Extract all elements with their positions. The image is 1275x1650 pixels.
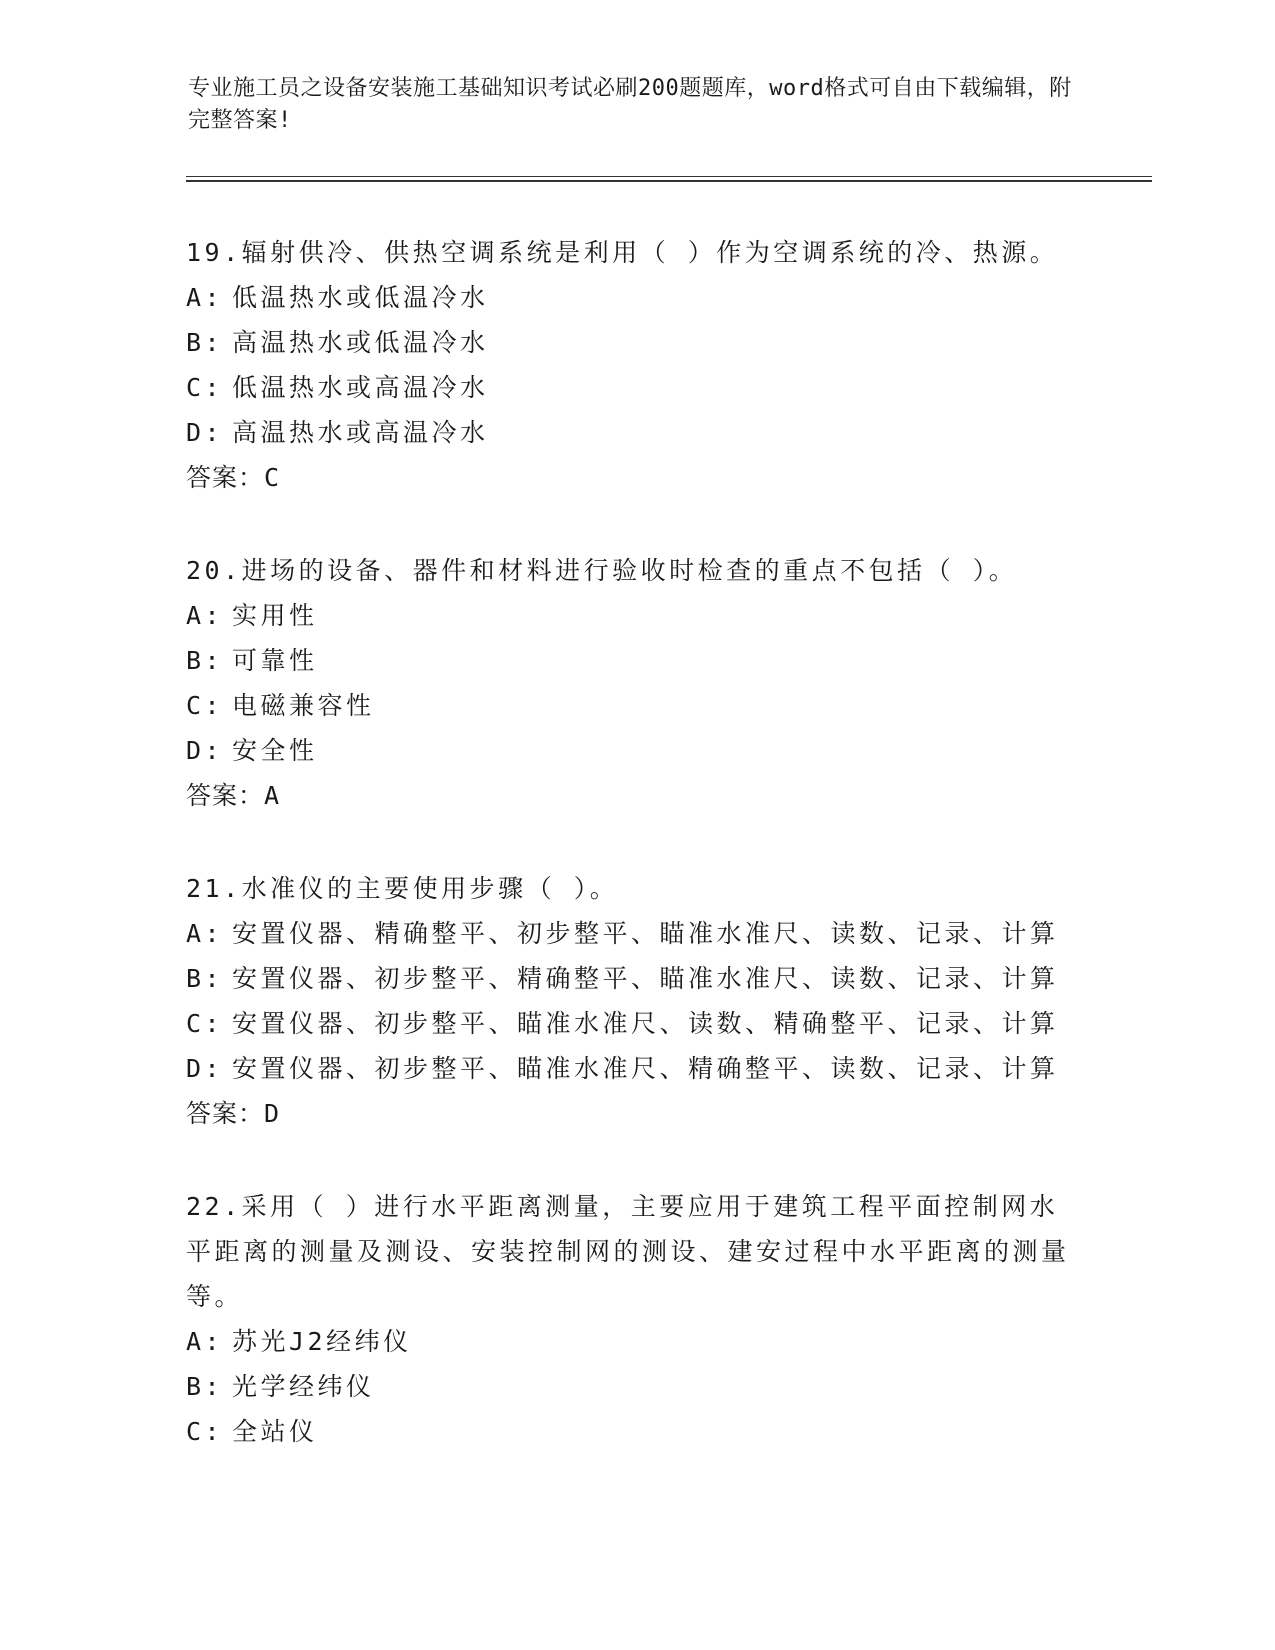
option-key: C: xyxy=(186,1417,224,1446)
option-text: 安置仪器、精确整平、初步整平、瞄准水准尺、读数、记录、计算 xyxy=(232,919,1059,948)
option-list xyxy=(186,911,1086,1091)
option-b xyxy=(186,1364,1086,1409)
answer-value: D xyxy=(264,1099,281,1128)
option-d xyxy=(186,1046,1086,1091)
option-text: 全站仪 xyxy=(232,1417,318,1446)
option-text: 苏光J2经纬仪 xyxy=(232,1327,412,1356)
option-key: B: xyxy=(186,964,224,993)
answer-label: 答案： xyxy=(186,781,265,810)
answer-label: 答案： xyxy=(186,463,265,492)
option-key: D: xyxy=(186,1054,224,1083)
option-key: B: xyxy=(186,1372,224,1401)
option-c xyxy=(186,1409,1086,1454)
question-stem: 22.采用（ ）进行水平距离测量，主要应用于建筑工程平面控制网水平距离的测量及测设、安装控制网的测设、建安过程中水平距离的测量等。 xyxy=(186,1192,1070,1311)
option-c xyxy=(186,683,1086,728)
question-19 xyxy=(186,230,1086,500)
option-key: C: xyxy=(186,1009,224,1038)
option-text: 光学经纬仪 xyxy=(232,1372,375,1401)
question-22 xyxy=(186,1184,1086,1454)
answer-line xyxy=(186,773,1086,818)
option-key: A: xyxy=(186,283,224,312)
option-text: 实用性 xyxy=(232,601,318,630)
question-stem: 21.水准仪的主要使用步骤（ ）。 xyxy=(186,874,619,903)
option-d xyxy=(186,728,1086,773)
option-a xyxy=(186,911,1086,956)
option-key: C: xyxy=(186,373,224,402)
option-key: D: xyxy=(186,418,224,447)
option-key: A: xyxy=(186,919,224,948)
answer-value: C xyxy=(264,463,281,492)
option-list xyxy=(186,275,1086,455)
option-key: B: xyxy=(186,328,224,357)
option-text: 安置仪器、初步整平、精确整平、瞄准水准尺、读数、记录、计算 xyxy=(232,964,1059,993)
question-21 xyxy=(186,866,1086,1136)
answer-label: 答案： xyxy=(186,1099,265,1128)
option-c xyxy=(186,365,1086,410)
option-b xyxy=(186,320,1086,365)
option-key: C: xyxy=(186,691,224,720)
header-divider-thick xyxy=(186,180,1152,182)
option-c xyxy=(186,1001,1086,1046)
option-text: 安置仪器、初步整平、瞄准水准尺、读数、精确整平、记录、计算 xyxy=(232,1009,1059,1038)
option-a xyxy=(186,593,1086,638)
option-key: A: xyxy=(186,601,224,630)
question-stem: 19.辐射供冷、供热空调系统是利用（ ）作为空调系统的冷、热源。 xyxy=(186,238,1059,267)
option-b xyxy=(186,638,1086,683)
option-a xyxy=(186,275,1086,320)
option-a xyxy=(186,1319,1086,1364)
option-list xyxy=(186,1319,1086,1454)
document-header: 专业施工员之设备安装施工基础知识考试必刷200题题库，word格式可自由下载编辑，附完整答案! xyxy=(188,76,1072,133)
option-text: 可靠性 xyxy=(232,646,318,675)
answer-line xyxy=(186,455,1086,500)
answer-line xyxy=(186,1091,1086,1136)
option-text: 高温热水或高温冷水 xyxy=(232,418,489,447)
option-text: 安全性 xyxy=(232,736,318,765)
option-key: D: xyxy=(186,736,224,765)
question-list xyxy=(186,230,1086,1502)
option-text: 低温热水或低温冷水 xyxy=(232,283,489,312)
option-b xyxy=(186,956,1086,1001)
answer-value: A xyxy=(264,781,281,810)
question-20 xyxy=(186,548,1086,818)
question-stem: 20.进场的设备、器件和材料进行验收时检查的重点不包括（ ）。 xyxy=(186,556,1018,585)
option-d xyxy=(186,410,1086,455)
option-text: 电磁兼容性 xyxy=(232,691,375,720)
option-text: 低温热水或高温冷水 xyxy=(232,373,489,402)
option-text: 高温热水或低温冷水 xyxy=(232,328,489,357)
option-key: B: xyxy=(186,646,224,675)
option-key: A: xyxy=(186,1327,224,1356)
option-list xyxy=(186,593,1086,773)
option-text: 安置仪器、初步整平、瞄准水准尺、精确整平、读数、记录、计算 xyxy=(232,1054,1059,1083)
header-divider-thin xyxy=(186,176,1152,177)
